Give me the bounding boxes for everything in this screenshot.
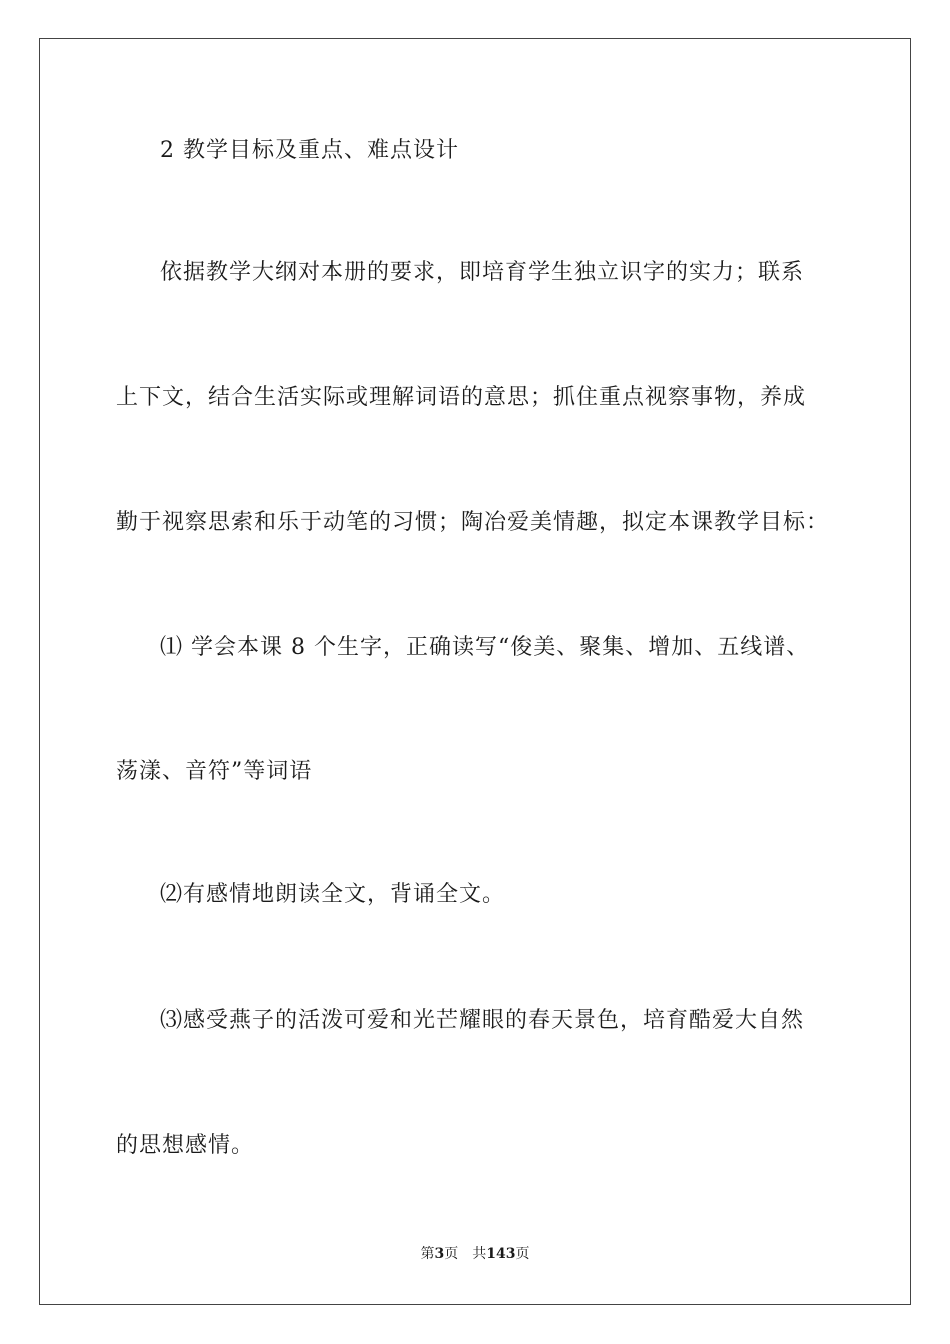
list-item-1: ⑴ 学会本课 8 个生字，正确读写“俊美、聚集、增加、五线谱、	[160, 635, 810, 660]
paragraph-line: 上下文，结合生活实际或理解词语的意思；抓住重点视察事物，养成	[116, 385, 807, 410]
total-pages: 143	[486, 1246, 516, 1262]
section-heading: 2 教学目标及重点、难点设计	[160, 138, 459, 163]
list-item-3-continuation: 的思想感情。	[116, 1133, 255, 1158]
paragraph-line: 依据教学大纲对本册的要求，即培育学生独立识字的实力；联系	[160, 260, 805, 285]
paragraph-line: 勤于视察思索和乐于动笔的习惯；陶冶爱美情趣，拟定本课教学目标：	[116, 510, 830, 535]
total-prefix: 共	[472, 1246, 487, 1262]
total-suffix: 页	[515, 1246, 530, 1262]
page-footer	[0, 1244, 950, 1264]
page-border	[39, 38, 911, 1305]
list-item-2: ⑵有感情地朗读全文，背诵全文。	[160, 882, 506, 907]
page-suffix: 页	[444, 1246, 459, 1262]
list-item-3: ⑶感受燕子的活泼可爱和光芒耀眼的春天景色，培育酷爱大自然	[160, 1008, 805, 1033]
page-prefix: 第	[420, 1246, 435, 1262]
page-number: 3	[434, 1246, 445, 1262]
list-item-1-continuation: 荡漾、音符”等词语	[116, 759, 313, 784]
